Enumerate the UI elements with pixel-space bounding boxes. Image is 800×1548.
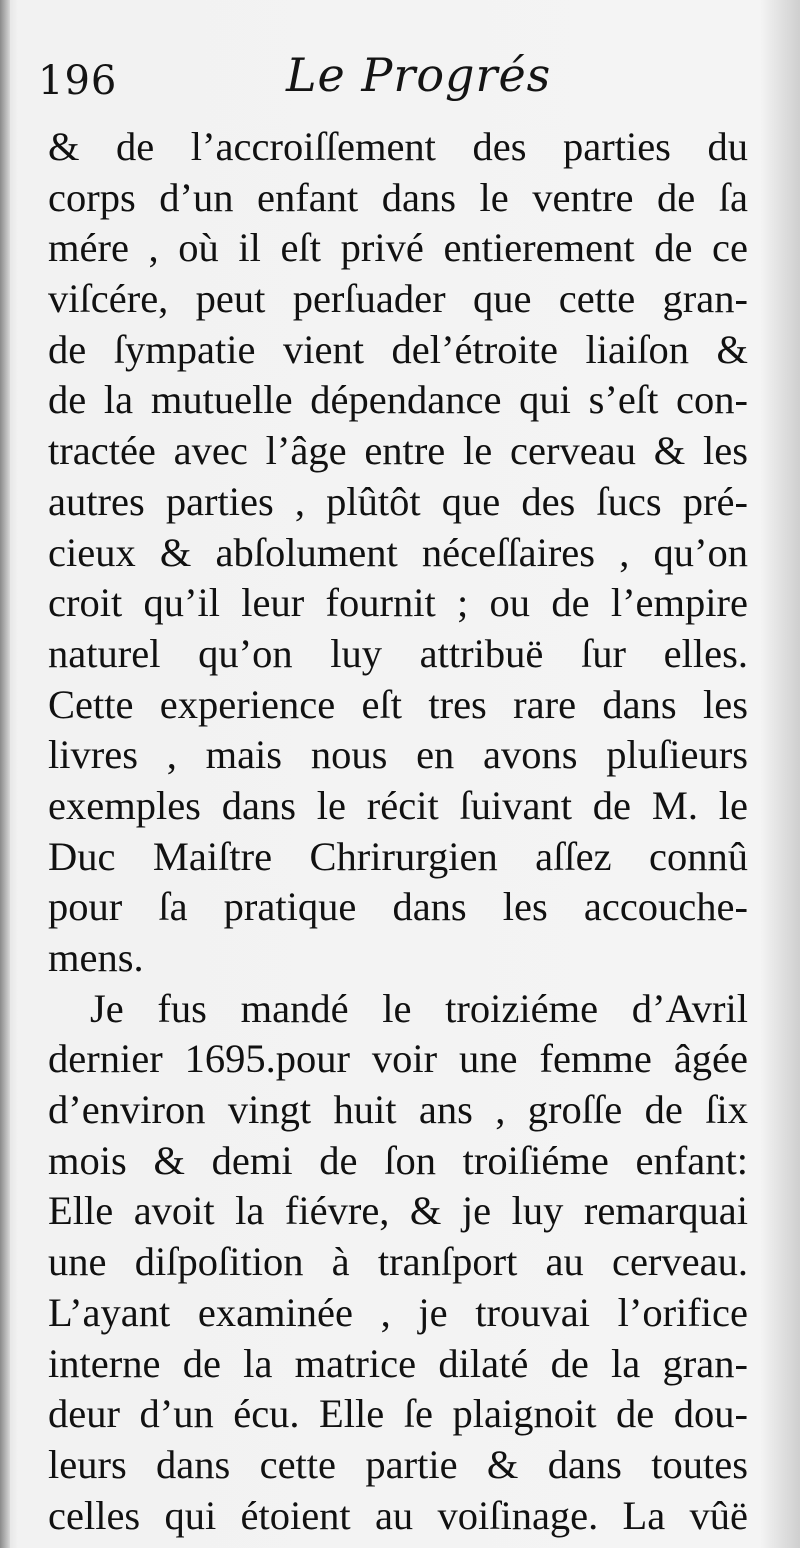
text-line-14: exemples dans le récit ſuivant de M. le <box>48 782 748 828</box>
text-line-13: livres , mais nous en avons pluſieurs <box>48 732 748 778</box>
text-line-5: de ſympatie vient del’étroite liaiſon & <box>48 326 748 372</box>
text-line-4: viſcére, peut perſuader que cette gran- <box>48 276 748 322</box>
page-number: 196 <box>38 58 118 104</box>
text-line-25: interne de la matrice dilaté de la gran- <box>48 1340 748 1386</box>
text-line-20: d’environ vingt huit ans , groſſe de ſix <box>48 1087 748 1133</box>
text-line-8: autres parties , plûtôt que des ſucs pré- <box>48 478 748 524</box>
page-header <box>38 48 758 118</box>
text-line-1: & de l’accroiſſement des parties du <box>48 124 748 169</box>
running-title: Le Progrés <box>286 48 552 102</box>
text-line-21: mois & demi de ſon troiſiéme enfant: <box>48 1137 748 1183</box>
text-line-6: de la mutuelle dépendance qui s’eſt con- <box>48 377 748 423</box>
text-line-26: deur d’un écu. Elle ſe plaignoit de dou- <box>48 1391 748 1437</box>
text-line-22: Elle avoit la fiévre, & je luy remarquai <box>48 1188 748 1234</box>
text-line-7: tractée avec l’âge entre le cerveau & les <box>48 428 748 474</box>
text-line-19: dernier 1695.pour voir une femme âgée <box>48 1036 748 1082</box>
text-line-3: mére , où il eſt privé entierement de ce <box>48 225 748 271</box>
text-line-17: mens. <box>48 935 144 980</box>
text-line-16: pour ſa pratique dans les accouche- <box>48 884 748 930</box>
text-line-9: cieux & abſolument néceſſaires , qu’on <box>48 529 748 575</box>
text-line-24: L’ayant examinée , je trouvai l’orifice <box>48 1289 748 1335</box>
text-line-10: croit qu’il leur fournit ; ou de l’empire <box>48 580 748 626</box>
text-line-23: une diſpoſition à tranſport au cerveau. <box>48 1239 748 1285</box>
text-line-27: leurs dans cette partie & dans toutes <box>48 1441 748 1487</box>
text-line-11: naturel qu’on luy attribuë ſur elles. <box>48 630 748 676</box>
text-line-2: corps d’un enfant dans le ventre de ſa <box>48 174 748 220</box>
body-text <box>48 122 748 1541</box>
page-gutter-shadow <box>0 0 10 1548</box>
text-line-18: Je fus mandé le troiziéme d’Avril <box>90 985 748 1031</box>
text-line-28: celles qui étoient au voiſinage. La vûë <box>48 1492 748 1538</box>
text-line-15: Duc Maiſtre Chrirurgien aſſez connû <box>48 833 748 879</box>
text-line-12: Cette experience eſt tres rare dans les <box>48 681 748 727</box>
